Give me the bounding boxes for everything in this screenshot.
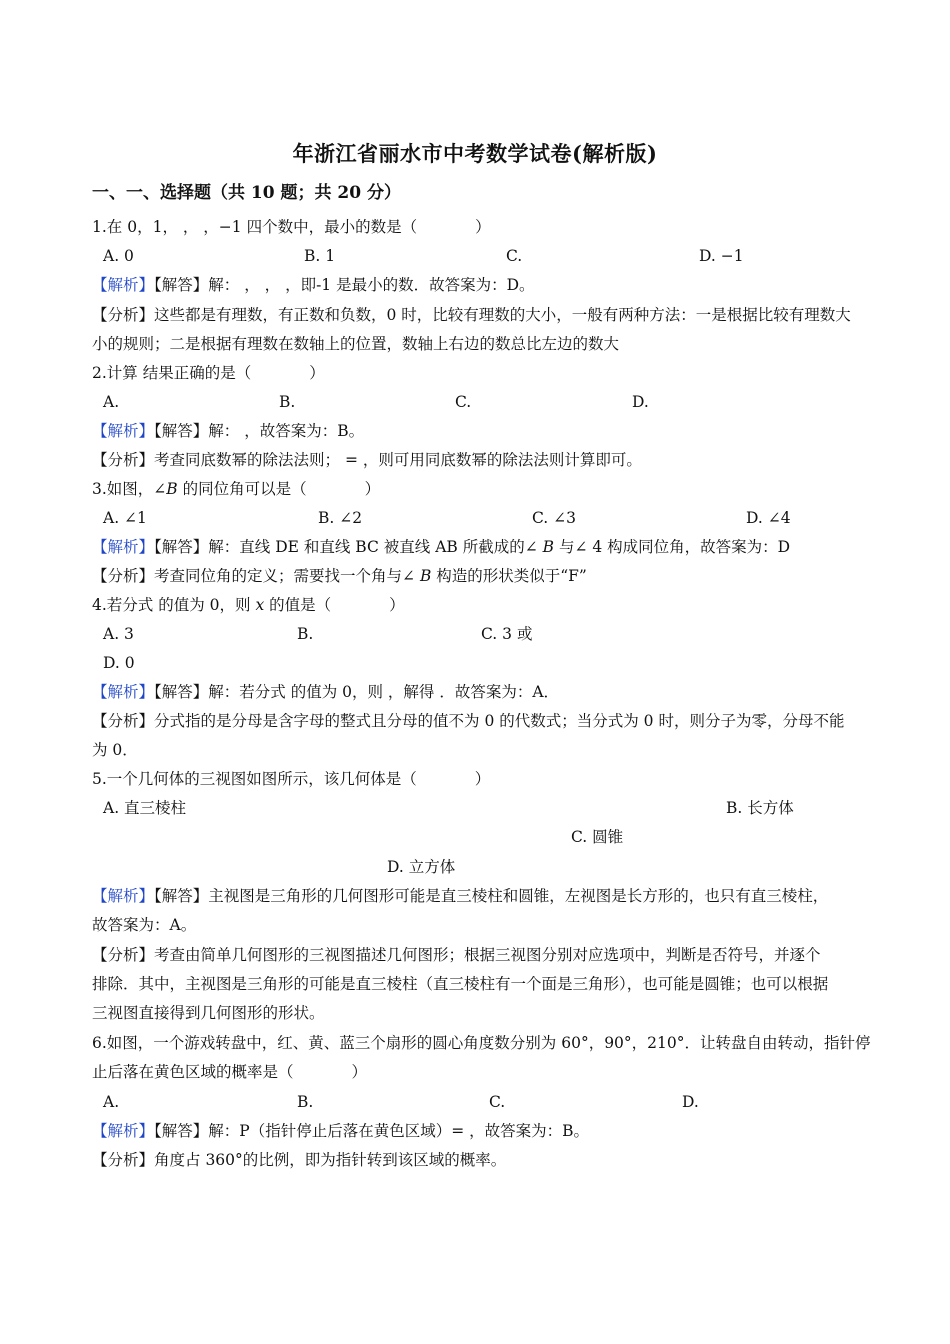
q5-option-c: C. 圆锥 [571, 828, 624, 846]
q6-analysis: 【分析】角度占 360°的比例，即为指针转到该区域的概率。 [92, 1151, 507, 1169]
q1-stem: 1.在 0，1， ， ，−1 四个数中，最小的数是（ ） [92, 218, 491, 236]
q6-option-c: C. [489, 1093, 506, 1111]
q2-solution: 【解析】【解答】解： ，故答案为：B。 [92, 422, 365, 440]
q6-option-a: A. [103, 1093, 120, 1111]
solution-tag: 【解析】 [92, 276, 155, 294]
q4-solution: 【解析】【解答】解：若分式 的值为 0，则 ，解得 ．故答案为：A． [92, 683, 560, 701]
q2-option-d: D. [632, 393, 649, 411]
q3-option-b: B. ∠2 [318, 509, 363, 527]
q3-option-a: A. ∠1 [103, 509, 147, 527]
q3-option-d: D. ∠4 [746, 509, 791, 527]
q4-analysis-cont: 为 0． [92, 741, 138, 759]
q4-option-a: A. 3 [103, 625, 134, 643]
q5-solution-cont: 故答案为：A。 [92, 916, 197, 934]
q4-option-b: B. [297, 625, 314, 643]
section-heading: 一、一、选择题（共 10 题；共 20 分） [92, 183, 401, 203]
solution-tag: 【解析】 [92, 887, 155, 905]
q5-solution: 【解析】【解答】主视图是三角形的几何图形可能是直三棱柱和圆锥，左视图是长方形的，也只有直三棱柱， [92, 887, 829, 905]
solution-tag: 【解析】 [92, 683, 155, 701]
q6-option-d: D. [682, 1093, 699, 1111]
q5-stem: 5.一个几何体的三视图如图所示，该几何体是（ ） [92, 770, 491, 788]
q6-option-b: B. [297, 1093, 314, 1111]
q2-option-b: B. [279, 393, 296, 411]
q1-option-a: A. 0 [103, 247, 134, 265]
q2-stem: 2.计算 结果正确的是（ ） [92, 364, 325, 382]
solution-tag: 【解析】 [92, 422, 155, 440]
document-title: 年浙江省丽水市中考数学试卷(解析版) [292, 141, 658, 166]
q3-stem: 3.如图，∠B 的同位角可以是（ ） [92, 480, 381, 498]
q5-option-b: B. 长方体 [726, 799, 794, 817]
q2-option-a: A. [103, 393, 120, 411]
q6-solution: 【解析】【解答】解：P（指针停止后落在黄色区域）= ，故答案为：B。 [92, 1122, 590, 1140]
solution-tag: 【解析】 [92, 1122, 155, 1140]
q2-analysis: 【分析】考查同底数幂的除法法则； = ，则可用同底数幂的除法法则计算即可。 [92, 451, 642, 469]
q5-option-a: A. 直三棱柱 [103, 799, 187, 817]
q3-solution: 【解析】【解答】解：直线 DE 和直线 BC 被直线 AB 所截成的∠ B 与∠ 4 构成同位角，故答案为：D [92, 538, 791, 556]
q6-stem-cont: 止后落在黄色区域的概率是（ ） [92, 1063, 368, 1081]
q6-stem: 6.如图，一个游戏转盘中，红、黄、蓝三个扇形的圆心角度数分别为 60°，90°，210°．让转盘自由转动，指针停 [92, 1034, 871, 1052]
q3-option-c: C. ∠3 [532, 509, 577, 527]
q3-analysis: 【分析】考查同位角的定义；需要找一个角与∠ B 构造的形状类似于“F” [92, 567, 587, 585]
q1-option-c: C. [506, 247, 523, 265]
q5-analysis-cont-1: 排除．其中，主视图是三角形的可能是直三棱柱（直三棱柱有一个面是三角形），也可能是圆锥；也可以根据 [92, 975, 829, 993]
solution-tag: 【解析】 [92, 538, 155, 556]
q5-option-d: D. 立方体 [387, 858, 456, 876]
q1-option-b: B. 1 [304, 247, 336, 265]
q5-analysis: 【分析】考查由简单几何图形的三视图描述几何图形；根据三视图分别对应选项中，判断是否符号，并逐个 [92, 946, 821, 964]
q1-analysis: 【分析】这些都是有理数，有正数和负数，0 时，比较有理数的大小，一般有两种方法：一是根据比较有理数大 [92, 306, 851, 324]
q1-solution: 【解析】【解答】解： ， ， ，即-1 是最小的数．故答案为：D。 [92, 276, 535, 294]
q1-option-d: D. −1 [699, 247, 744, 265]
q1-analysis-cont: 小的规则；二是根据有理数在数轴上的位置，数轴上右边的数总比左边的数大 [92, 335, 620, 353]
q4-option-d: D. 0 [103, 654, 135, 672]
q4-analysis: 【分析】分式指的是分母是含字母的整式且分母的值不为 0 的代数式；当分式为 0 时，则分子为零，分母不能 [92, 712, 845, 730]
q4-stem: 4.若分式 的值为 0，则 x 的值是（ ） [92, 596, 405, 614]
q2-option-c: C. [455, 393, 472, 411]
q5-analysis-cont-2: 三视图直接得到几何图形的形状。 [92, 1004, 325, 1022]
q4-option-c: C. 3 或 [481, 625, 533, 643]
